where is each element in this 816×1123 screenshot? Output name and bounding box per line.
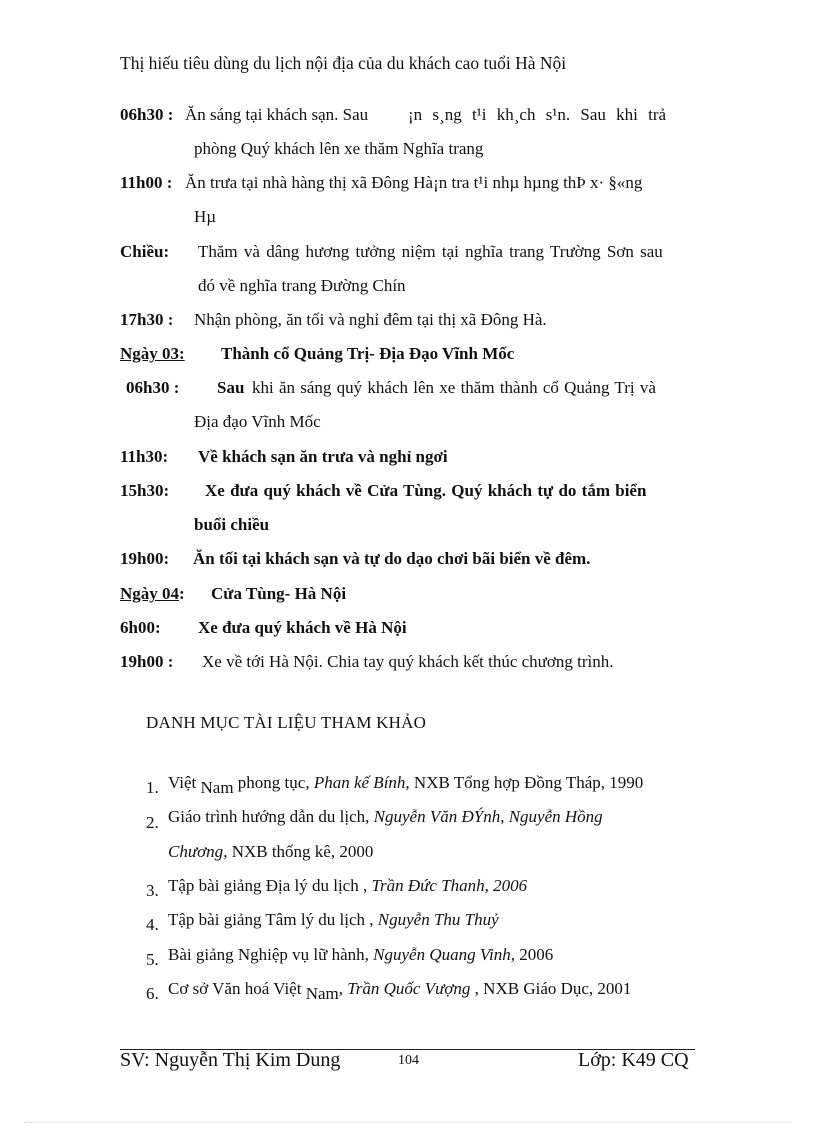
author: Nguyễn Văn ĐÝnh, Nguyễn Hồng: [373, 807, 603, 826]
activity-text-garbled: ¡n s¸ng t¹i kh¸ch s¹n. Sau khi trả: [408, 105, 667, 124]
time-1100: 11h00 :: [120, 173, 173, 192]
day-title: Cửa Tùng- Hà Nội: [211, 584, 347, 603]
day-label: Ngày 03:: [120, 344, 185, 363]
time-afternoon: Chiều:: [120, 242, 170, 261]
activity-text: Ăn tối tại khách sạn và tự do dạo chơi bãi biển về đêm.: [193, 549, 591, 568]
time-1900: 19h00:: [120, 549, 170, 568]
activity-text: Về khách sạn ăn trưa và nghỉ ngơi: [198, 447, 448, 466]
bibliography-item: Bài giảng Nghiệp vụ lữ hành, Nguyễn Quang Vinh, 2006: [168, 945, 554, 964]
activity-text: Xe đưa quý khách về Hà Nội: [198, 618, 407, 637]
page-number: 104: [398, 1053, 419, 1068]
activity-text: Ăn trưa tại nhà hàng thị xã Đông Hà¡n tra t¹i nhµ hµng thÞ x· §«ng: [185, 173, 643, 192]
activity-text-cont: đó về nghĩa trang Đường Chín: [198, 276, 406, 295]
time-1130: 11h30:: [120, 447, 169, 466]
activity-text: khi ăn sáng quý khách lên xe thăm thành cổ Quảng Trị và: [252, 378, 656, 397]
list-number: 5.: [146, 950, 159, 969]
activity-text-cont: buổi chiều: [194, 515, 270, 534]
time-0600: 6h00:: [120, 618, 161, 637]
footer-class: Lớp: K49 CQ: [578, 1049, 689, 1071]
bibliography-item: Tập bài giảng Tâm lý du lịch , Nguyễn Thu Thuỷ: [168, 910, 499, 929]
activity-text: Xe về tới Hà Nội. Chia tay quý khách kết thúc chương trình.: [202, 652, 614, 671]
day-label: Ngày 04: [120, 584, 180, 603]
time-1900: 19h00 :: [120, 652, 174, 671]
list-number: 1.: [146, 778, 159, 797]
activity-text-cont: phòng Quý khách lên xe thăm Nghĩa trang: [194, 139, 484, 158]
day-label-colon: :: [179, 584, 185, 603]
time-0630: 06h30 :: [120, 105, 174, 124]
bibliography-item: Giáo trình hướng dẫn du lịch, Nguyễn Văn ĐÝnh, Nguyễn Hồng: [168, 807, 603, 826]
bibliography-item: Cơ sở Văn hoá Việt Nam, Trần Quốc Vượng , NXB Giáo Dục, 2001: [168, 979, 632, 1003]
page-header: Thị hiếu tiêu dùng du lịch nội địa của du khách cao tuổi Hà Nội: [120, 53, 567, 73]
day-title: Thành cổ Quảng Trị- Địa Đạo Vĩnh Mốc: [221, 344, 515, 363]
author: Phan kế Bính: [313, 773, 406, 792]
activity-text: Ăn sáng tại khách sạn. Sau: [185, 105, 369, 124]
activity-text: Thăm và dâng hương tưởng niệm tại nghĩa trang Trường Sơn sau: [198, 242, 663, 261]
activity-text: Nhận phòng, ăn tối và nghỉ đêm tại thị xã Đông Hà.: [194, 310, 547, 329]
bibliography-item: Việt Nam phong tục, Phan kế Bính, NXB Tổng hợp Đồng Tháp, 1990: [168, 773, 644, 797]
list-number: 6.: [146, 984, 159, 1003]
activity-bold-word: Sau: [217, 378, 245, 397]
time-0630: 06h30 :: [126, 378, 180, 397]
time-1730: 17h30 :: [120, 310, 174, 329]
author: Nguyễn Quang Vinh: [373, 945, 511, 964]
time-1530: 15h30:: [120, 481, 170, 500]
author: Nguyễn Thu Thuỷ: [377, 910, 499, 929]
activity-text: Xe đưa quý khách về Cửa Tùng. Quý khách tự do tắm biển: [205, 481, 647, 500]
activity-text-cont: Địa đạo Vĩnh Mốc: [194, 412, 321, 431]
bibliography-title: DANH MỤC TÀI LIỆU THAM KHẢO: [146, 713, 427, 732]
bibliography-item-cont: Chương, NXB thống kê, 2000: [168, 842, 374, 861]
author: Trần Đức Thanh, 2006: [371, 876, 528, 895]
bibliography-item: Tập bài giảng Địa lý du lịch , Trần Đức Thanh, 2006: [168, 876, 528, 895]
author: Chương: [168, 842, 224, 861]
list-number: 4.: [146, 915, 159, 934]
list-number: 3.: [146, 881, 159, 900]
activity-text-cont: Hµ: [194, 207, 217, 226]
author: , Trần Quốc Vượng: [338, 979, 471, 998]
footer-student: SV: Nguyễn Thị Kim Dung: [120, 1049, 341, 1071]
list-number: 2.: [146, 813, 159, 832]
